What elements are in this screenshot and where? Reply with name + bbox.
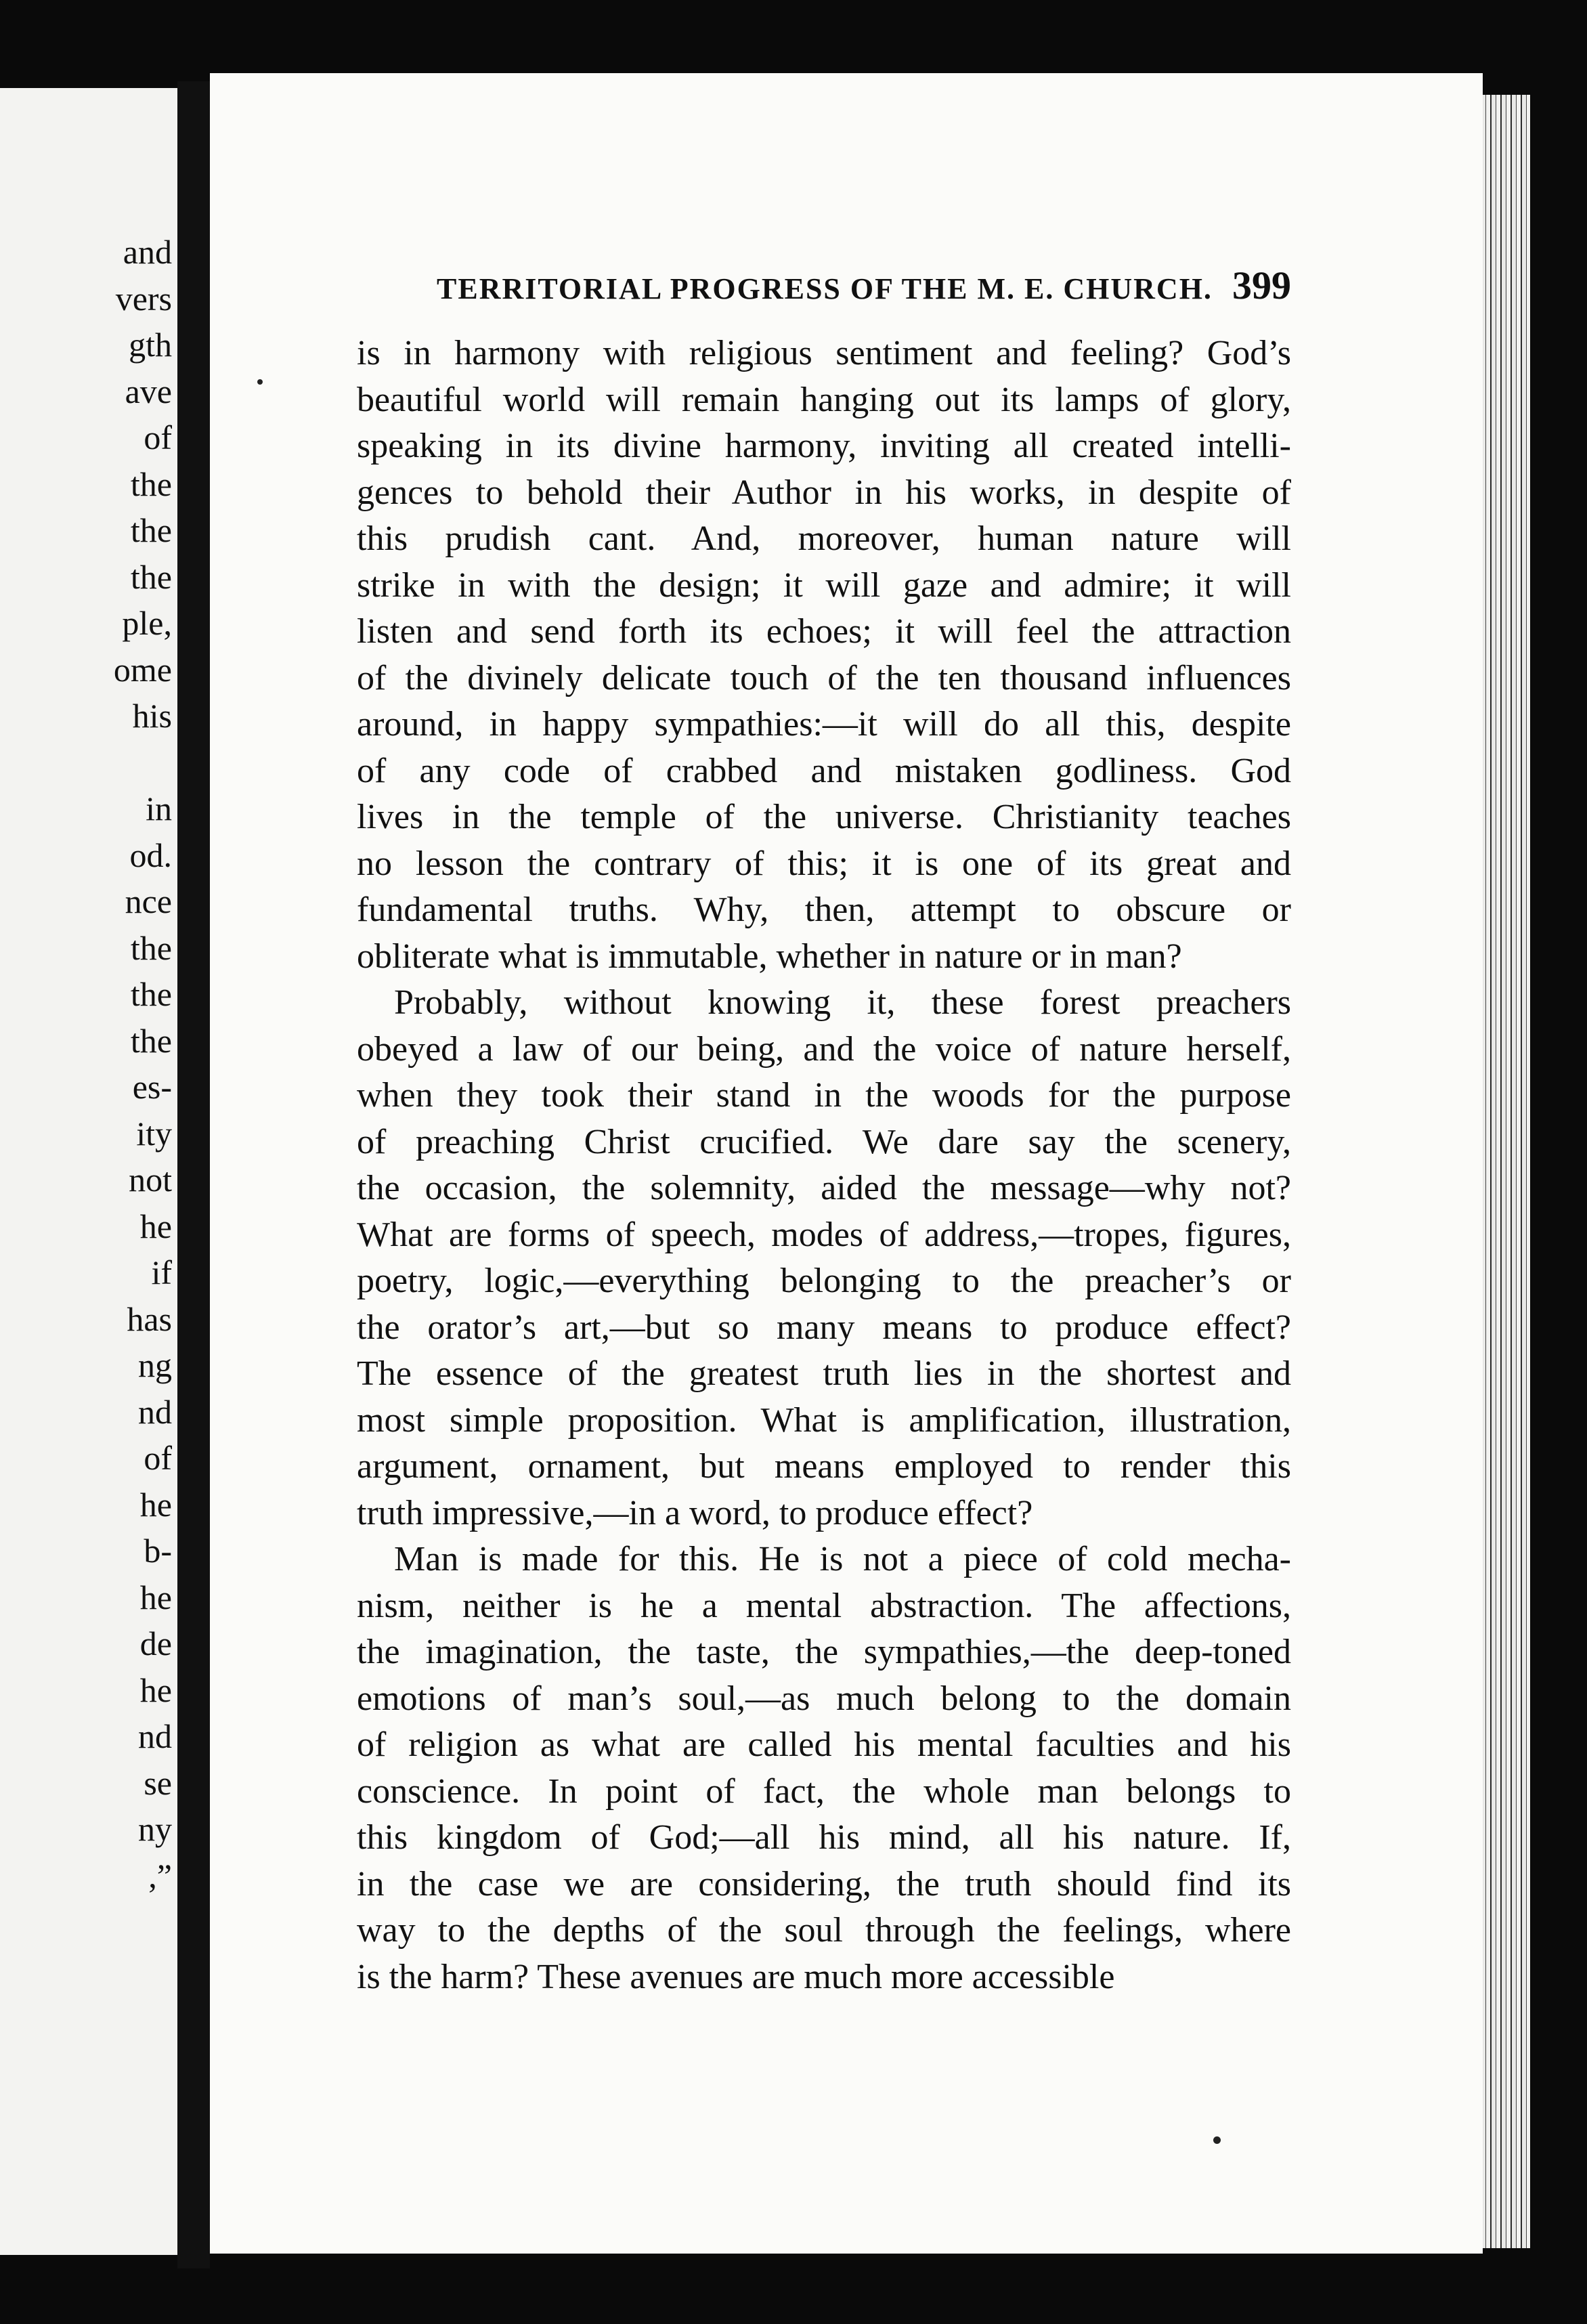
left-page-fragment: has [127, 1299, 172, 1338]
left-page-fragment: the [130, 557, 172, 596]
text-line: fundamental truths. Why, then, attempt to obscure or [357, 890, 1291, 929]
text-line: emotions of man’s soul,—as much belong to the domain [357, 1679, 1291, 1718]
left-page-fragment: es- [132, 1068, 172, 1106]
left-page-fragment: ple, [122, 604, 172, 642]
left-page-fragment: he [139, 1485, 172, 1524]
text-line: in the case we are considering, the truth should find its [357, 1864, 1291, 1903]
text-line: gences to behold their Author in his works, in despite of [357, 473, 1291, 512]
left-page-fragment: his [132, 697, 172, 735]
left-page-fragment: and [123, 233, 172, 271]
left-page-fragment: he [139, 1578, 172, 1616]
left-page-fragment: ity [136, 1114, 172, 1153]
ink-speck [1213, 2136, 1221, 2144]
left-page-fragment: de [139, 1624, 172, 1662]
left-page-fragment: ,” [148, 1856, 172, 1895]
left-page-fragment: nce [125, 882, 172, 920]
left-page-fragment: the [130, 465, 172, 503]
left-page-fragment: he [139, 1207, 172, 1245]
running-head [437, 263, 1291, 308]
text-line: beautiful world will remain hanging out its lamps of glory, [357, 380, 1291, 419]
left-page-fragment: the [130, 975, 172, 1013]
text-line: truth impressive,—in a word, to produce effect? [357, 1493, 1033, 1532]
previous-page-fragment [0, 88, 177, 2255]
text-line: of preaching Christ crucified. We dare say the scenery, [357, 1122, 1291, 1161]
left-page-fragment: the [130, 1021, 172, 1060]
text-line: obeyed a law of our being, and the voice of nature herself, [357, 1029, 1291, 1069]
text-line: of religion as what are called his mental faculties and his [357, 1725, 1291, 1764]
text-line: way to the depths of the soul through the feelings, where [357, 1911, 1291, 1950]
text-line: obliterate what is immutable, whether in nature or in man? [357, 937, 1182, 976]
body-text [357, 330, 1291, 2000]
left-page-fragment: ng [138, 1346, 172, 1384]
left-page-fragment: ome [113, 650, 172, 689]
paragraph [357, 980, 1291, 1536]
text-line: lives in the temple of the universe. Christianity teaches [357, 798, 1291, 836]
left-page-fragment: se [144, 1763, 172, 1802]
left-page-fragment: the [130, 511, 172, 549]
left-page-fragment: of [144, 1439, 172, 1477]
text-line: of any code of crabbed and mistaken godliness. God [357, 751, 1291, 790]
paragraph [357, 1536, 1291, 2000]
left-page-fragment: b- [144, 1532, 172, 1570]
text-line: What are forms of speech, modes of address,—tropes, figures, [357, 1215, 1291, 1254]
text-line: conscience. In point of fact, the whole man belongs to [357, 1771, 1291, 1811]
page-number: 399 [1232, 263, 1291, 307]
text-line: of the divinely delicate touch of the ten thousand influences [357, 658, 1291, 697]
left-page-fragment: nd [138, 1392, 172, 1431]
text-line: this prudish cant. And, moreover, human nature will [357, 519, 1291, 558]
left-page-fragment: of [144, 418, 172, 456]
text-line: The essence of the greatest truth lies in the shortest and [357, 1354, 1291, 1393]
left-page-fragment: not [129, 1161, 172, 1199]
text-line: the orator’s art,—but so many means to produce effect? [357, 1308, 1291, 1347]
text-line: most simple proposition. What is amplification, illustration, [357, 1400, 1291, 1440]
ink-speck [257, 379, 263, 385]
running-head-title: TERRITORIAL PROGRESS OF THE M. E. CHURCH. [437, 272, 1213, 305]
left-page-fragment: nd [138, 1717, 172, 1755]
left-page-fragment: he [139, 1671, 172, 1709]
text-line: argument, ornament, but means employed to render this [357, 1447, 1291, 1486]
left-page-fragment: if [151, 1253, 172, 1291]
left-page-fragment: gth [129, 326, 172, 364]
text-line: speaking in its divine harmony, inviting all created intelli- [357, 427, 1291, 465]
left-page-fragment: in [146, 790, 172, 827]
paragraph [357, 330, 1291, 980]
left-page-fragment: od. [129, 836, 172, 874]
text-line: Probably, without knowing it, these forest preachers [394, 983, 1291, 1022]
text-line: the occasion, the solemnity, aided the message—why not? [357, 1169, 1291, 1207]
text-line: around, in happy sympathies:—it will do all this, despite [357, 705, 1291, 744]
text-line: no lesson the contrary of this; it is one of its great and [357, 844, 1291, 883]
text-line: when they took their stand in the woods for the purpose [357, 1076, 1291, 1115]
text-line: this kingdom of God;—all his mind, all his nature. If, [357, 1818, 1291, 1857]
left-page-fragment: ny [138, 1810, 172, 1848]
text-line: poetry, logic,—everything belonging to the preacher’s or [357, 1262, 1291, 1300]
left-page-fragment: the [130, 928, 172, 967]
text-line: the imagination, the taste, the sympathies,—the deep-toned [357, 1633, 1291, 1671]
text-line: strike in with the design; it will gaze and admire; it will [357, 565, 1291, 605]
text-line: Man is made for this. He is not a piece of cold mecha- [394, 1540, 1291, 1578]
left-page-fragment: ave [125, 372, 172, 410]
text-line: nism, neither is he a mental abstraction. The affections, [357, 1586, 1291, 1625]
left-page-fragment: vers [115, 279, 172, 318]
text-line: is the harm? These avenues are much more accessible [357, 1957, 1115, 1996]
text-line: listen and send forth its echoes; it will feel the attraction [357, 612, 1291, 651]
book-gutter [177, 81, 210, 2268]
text-line: is in harmony with religious sentiment and feeling? God’s [357, 334, 1291, 372]
